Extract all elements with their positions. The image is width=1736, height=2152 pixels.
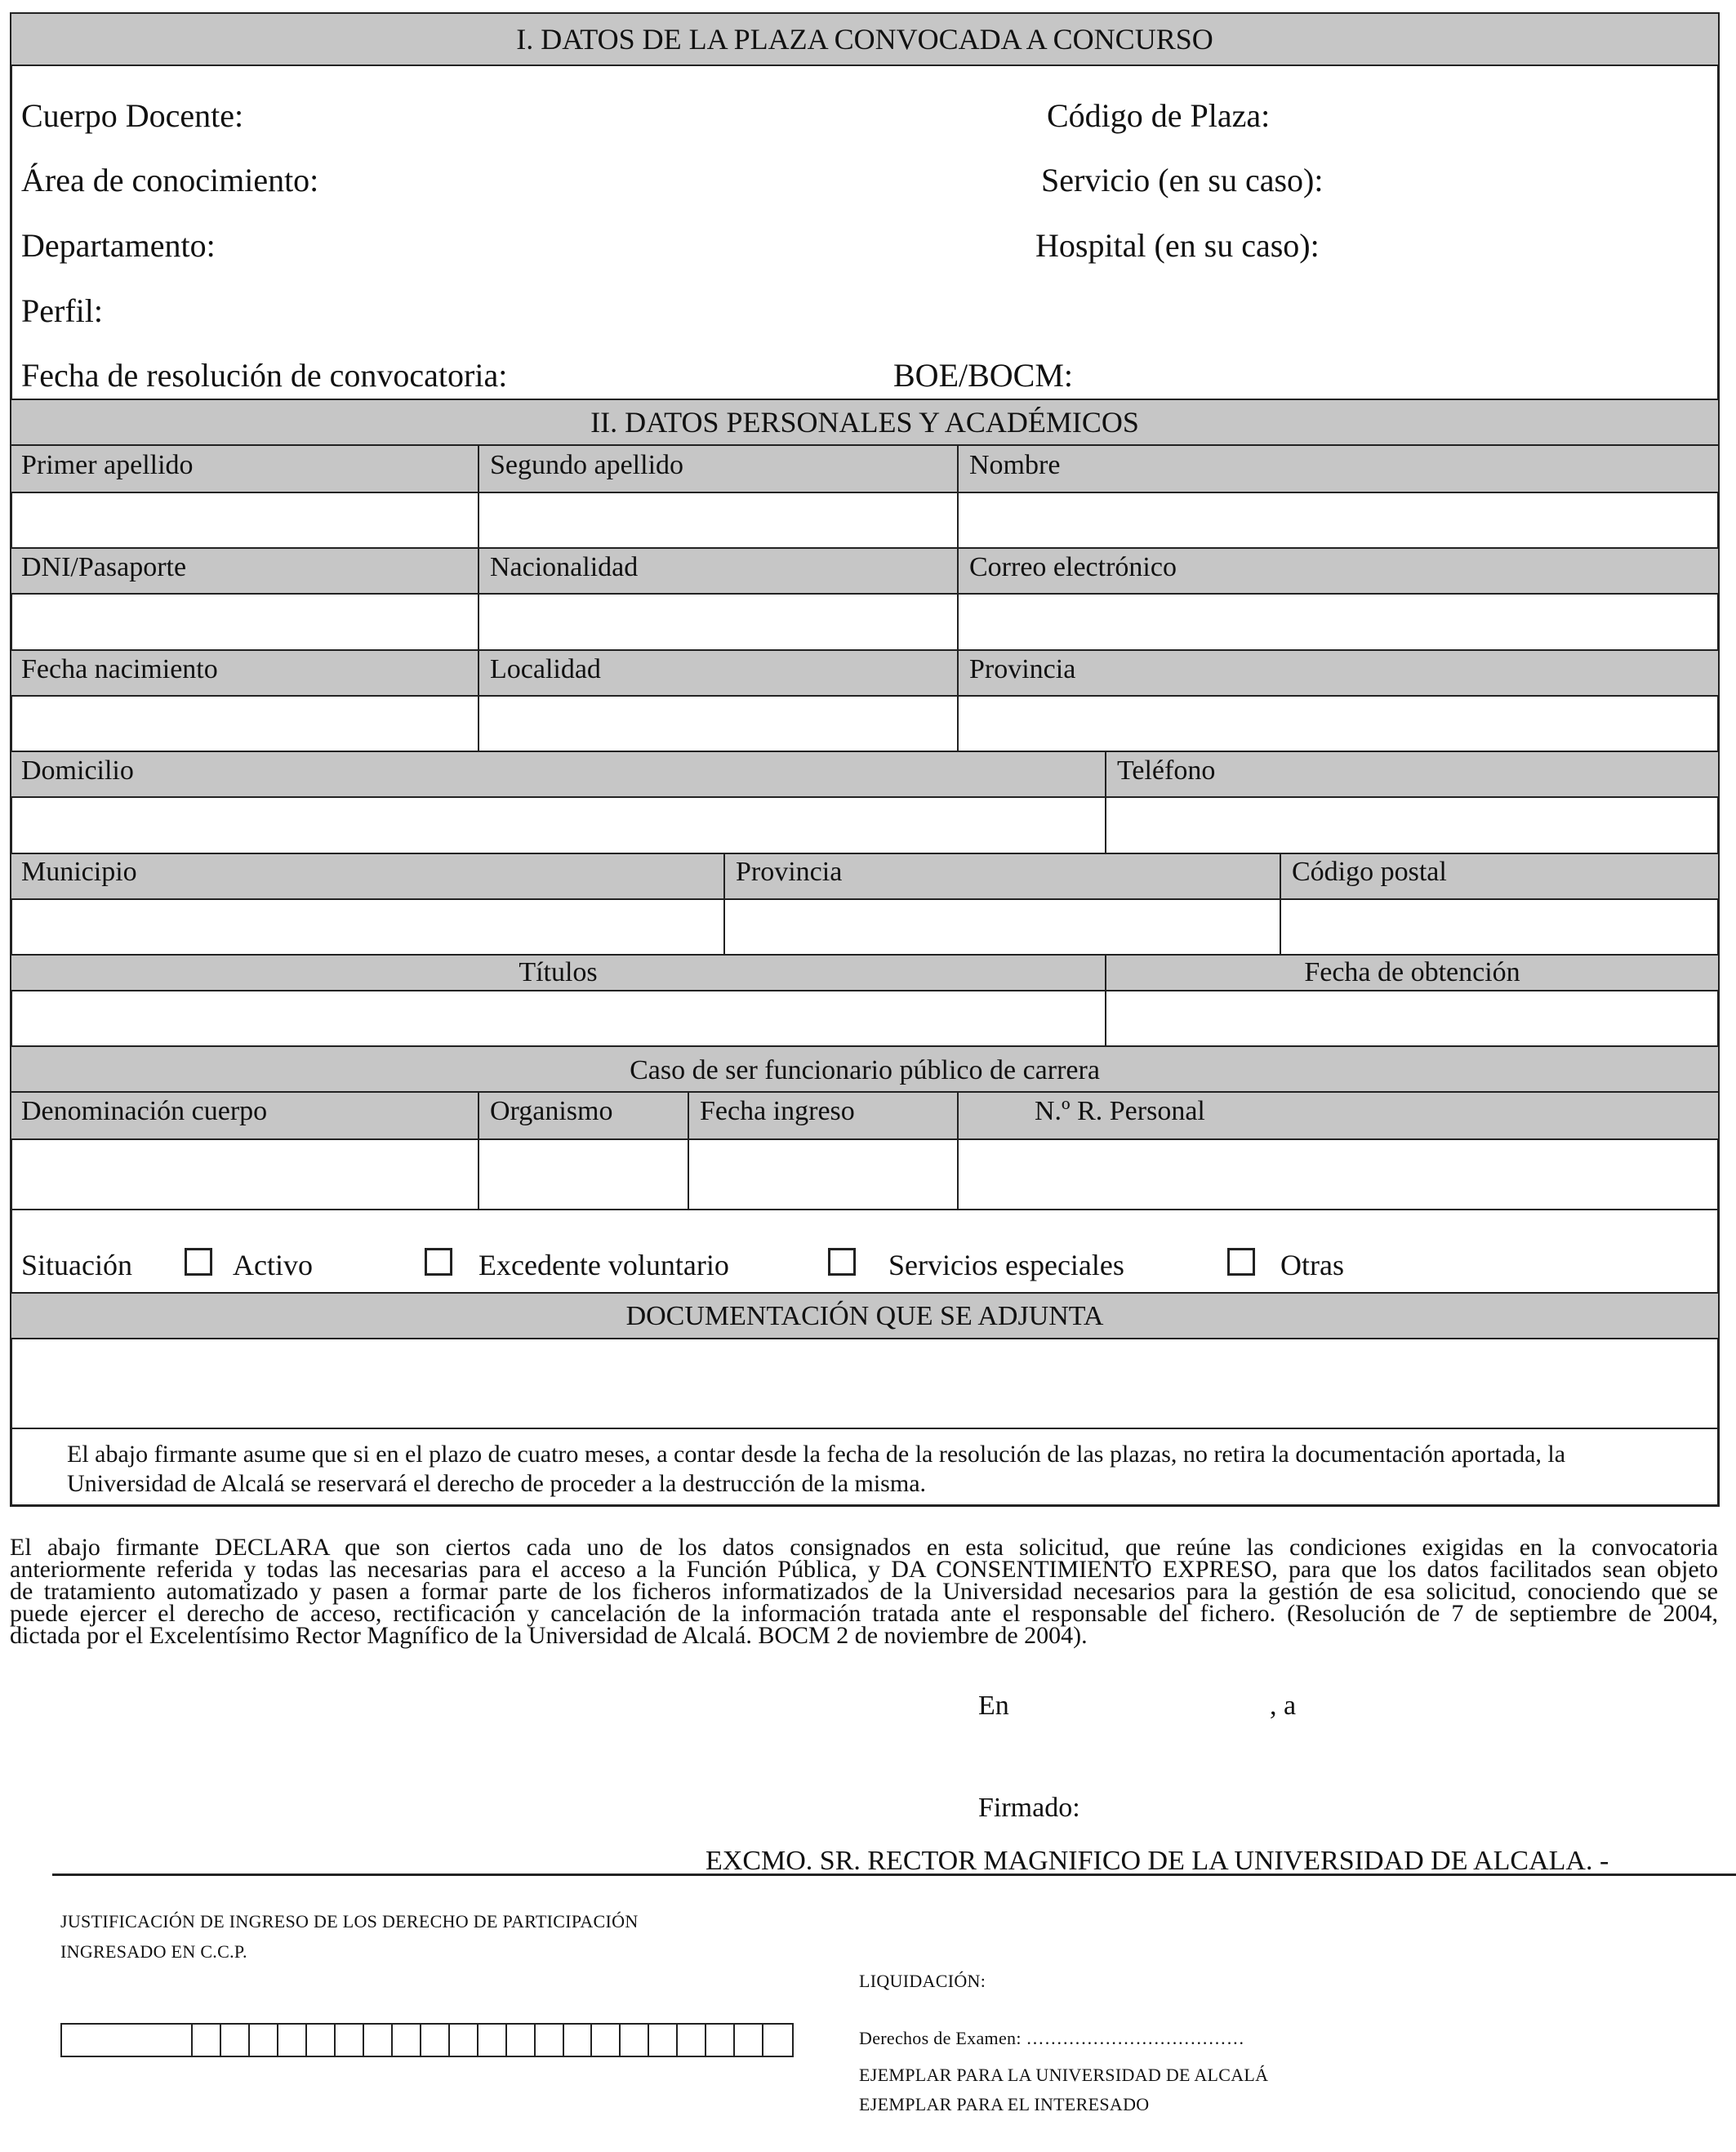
field-nacionalidad[interactable] [479,595,956,648]
label-organismo: Organismo [490,1096,613,1126]
label-correo: Correo electrónico [969,552,1177,582]
label-domicilio: Domicilio [21,755,134,786]
label-nombre: Nombre [969,450,1061,480]
label-codigo-plaza: Código de Plaza: [1047,97,1271,134]
field-fecha-firma[interactable] [1315,1687,1707,1723]
label-rector: EXCMO. SR. RECTOR MAGNIFICO DE LA UNIVERSIDAD DE ALCALA. - [706,1846,1609,1876]
section1-title: I. DATOS DE LA PLAZA CONVOCADA A CONCURSO [516,23,1213,56]
label-justificacion-2: INGRESADO EN C.C.P. [60,1941,247,1962]
label-fecha-resolucion: Fecha de resolución de convocatoria: [21,357,508,394]
label-derechos-examen: Derechos de Examen: ……………………………… [859,2028,1245,2048]
label-hospital: Hospital (en su caso): [1035,227,1320,264]
field-organismo[interactable] [479,1140,687,1207]
label-provincia-2: Provincia [736,857,843,887]
section2-title: II. DATOS PERSONALES Y ACADÉMICOS [590,406,1139,439]
checkbox-otras[interactable] [1227,1248,1255,1276]
declaracion-line-4: puede ejercer el derecho de acceso, rectificación y cancelación de la información tratada ante el responsable del fichero. (Resolución de 7 de septiembre de 2004, [10,1600,1718,1627]
field-codigo-postal[interactable] [1281,900,1718,952]
label-situacion: Situación [21,1249,132,1281]
label-otras: Otras [1280,1249,1344,1281]
aviso-line-1: El abajo firmante asume que si en el plazo de cuatro meses, a contar desde la fecha de la resolución de las plazas, no retira la documentación aportada, la [67,1441,1566,1468]
label-nrp: N.º R. Personal [1035,1096,1205,1126]
label-provincia: Provincia [969,654,1076,684]
aviso-line-2: Universidad de Alcalá se reservará el derecho de proceder a la destrucción de la misma. [67,1470,927,1497]
field-provincia-2[interactable] [725,900,1279,952]
declaracion-line-2: anteriormente referida y todas las necesarias para el acceso a la Función Pública, y DA CONSENTIMIENTO EXPRESO, para que los datos facilitados sean objeto [10,1556,1718,1583]
label-a: , a [1270,1691,1297,1721]
label-departamento: Departamento: [21,227,216,264]
label-dni: DNI/Pasaporte [21,552,187,582]
field-municipio[interactable] [11,900,723,952]
field-dni[interactable] [11,595,477,648]
field-lugar[interactable] [1021,1687,1266,1723]
field-fecha-nacimiento[interactable] [11,697,477,749]
field-correo[interactable] [959,595,1718,648]
label-liquidacion: LIQUIDACIÓN: [859,1971,986,1991]
label-perfil: Perfil: [21,292,103,329]
label-ejemplar-universidad: EJEMPLAR PARA LA UNIVERSIDAD DE ALCALÁ [859,2065,1269,2085]
field-denominacion[interactable] [11,1140,477,1207]
declaracion-line-1: El abajo firmante DECLARA que son ciertos cada uno de los datos consignados en esta solicitud, que reúne las condiciones exigidas en la convocatoria [10,1534,1718,1561]
declaracion-line-5: dictada por el Excelentísimo Rector Magnífico de la Universidad de Alcalá. BOCM 2 de noviembre de 2004). [10,1622,1088,1649]
checkbox-excedente[interactable] [425,1248,452,1276]
field-localidad[interactable] [479,697,956,749]
checkbox-servicios-especiales[interactable] [828,1248,856,1276]
field-firma[interactable] [1094,1780,1666,1829]
label-servicios-especiales: Servicios especiales [888,1249,1124,1281]
field-segundo-apellido[interactable] [479,493,956,546]
checkbox-activo[interactable] [185,1248,212,1276]
field-documentacion[interactable] [11,1339,1718,1426]
label-servicio: Servicio (en su caso): [1041,162,1324,198]
label-fecha-obtencion: Fecha de obtención [1304,957,1520,987]
label-area: Área de conocimiento: [21,162,319,198]
label-titulos: Títulos [519,957,598,987]
label-en: En [978,1691,1009,1721]
ccp-code-boxes[interactable] [60,2023,794,2057]
field-nombre[interactable] [959,493,1718,546]
label-firmado: Firmado: [978,1793,1080,1823]
label-telefono: Teléfono [1117,755,1216,786]
field-telefono[interactable] [1106,798,1718,851]
label-localidad: Localidad [490,654,601,684]
field-fecha-ingreso[interactable] [689,1140,956,1207]
label-nacionalidad: Nacionalidad [490,552,639,582]
label-primer-apellido: Primer apellido [21,450,194,480]
label-justificacion-1: JUSTIFICACIÓN DE INGRESO DE LOS DERECHO DE PARTICIPACIÓN [60,1911,639,1931]
declaracion-line-3: de tratamiento automatizado y pasen a formar parte de los ficheros informatizados de la Universidad necesarios para la gestión de esa solicitud, conociendo que se [10,1578,1718,1605]
label-boe-bocm: BOE/BOCM: [893,357,1074,394]
field-titulos[interactable] [11,991,1104,1044]
label-cuerpo-docente: Cuerpo Docente: [21,97,244,134]
label-funcionario: Caso de ser funcionario público de carrera [630,1055,1100,1085]
label-activo: Activo [233,1249,313,1281]
field-provincia[interactable] [959,697,1718,749]
divider-footer [52,1874,1736,1876]
field-nrp[interactable] [959,1140,1718,1207]
label-documentacion: DOCUMENTACIÓN QUE SE ADJUNTA [625,1301,1104,1331]
field-fecha-obtencion[interactable] [1106,991,1718,1044]
label-denominacion: Denominación cuerpo [21,1096,268,1126]
label-ejemplar-interesado: EJEMPLAR PARA EL INTERESADO [859,2094,1150,2114]
label-fecha-nacimiento: Fecha nacimiento [21,654,218,684]
label-segundo-apellido: Segundo apellido [490,450,684,480]
label-codigo-postal: Código postal [1292,857,1447,887]
label-municipio: Municipio [21,857,137,887]
label-excedente: Excedente voluntario [479,1249,729,1281]
label-fecha-ingreso: Fecha ingreso [700,1096,855,1126]
field-domicilio[interactable] [11,798,1104,851]
field-primer-apellido[interactable] [11,493,477,546]
